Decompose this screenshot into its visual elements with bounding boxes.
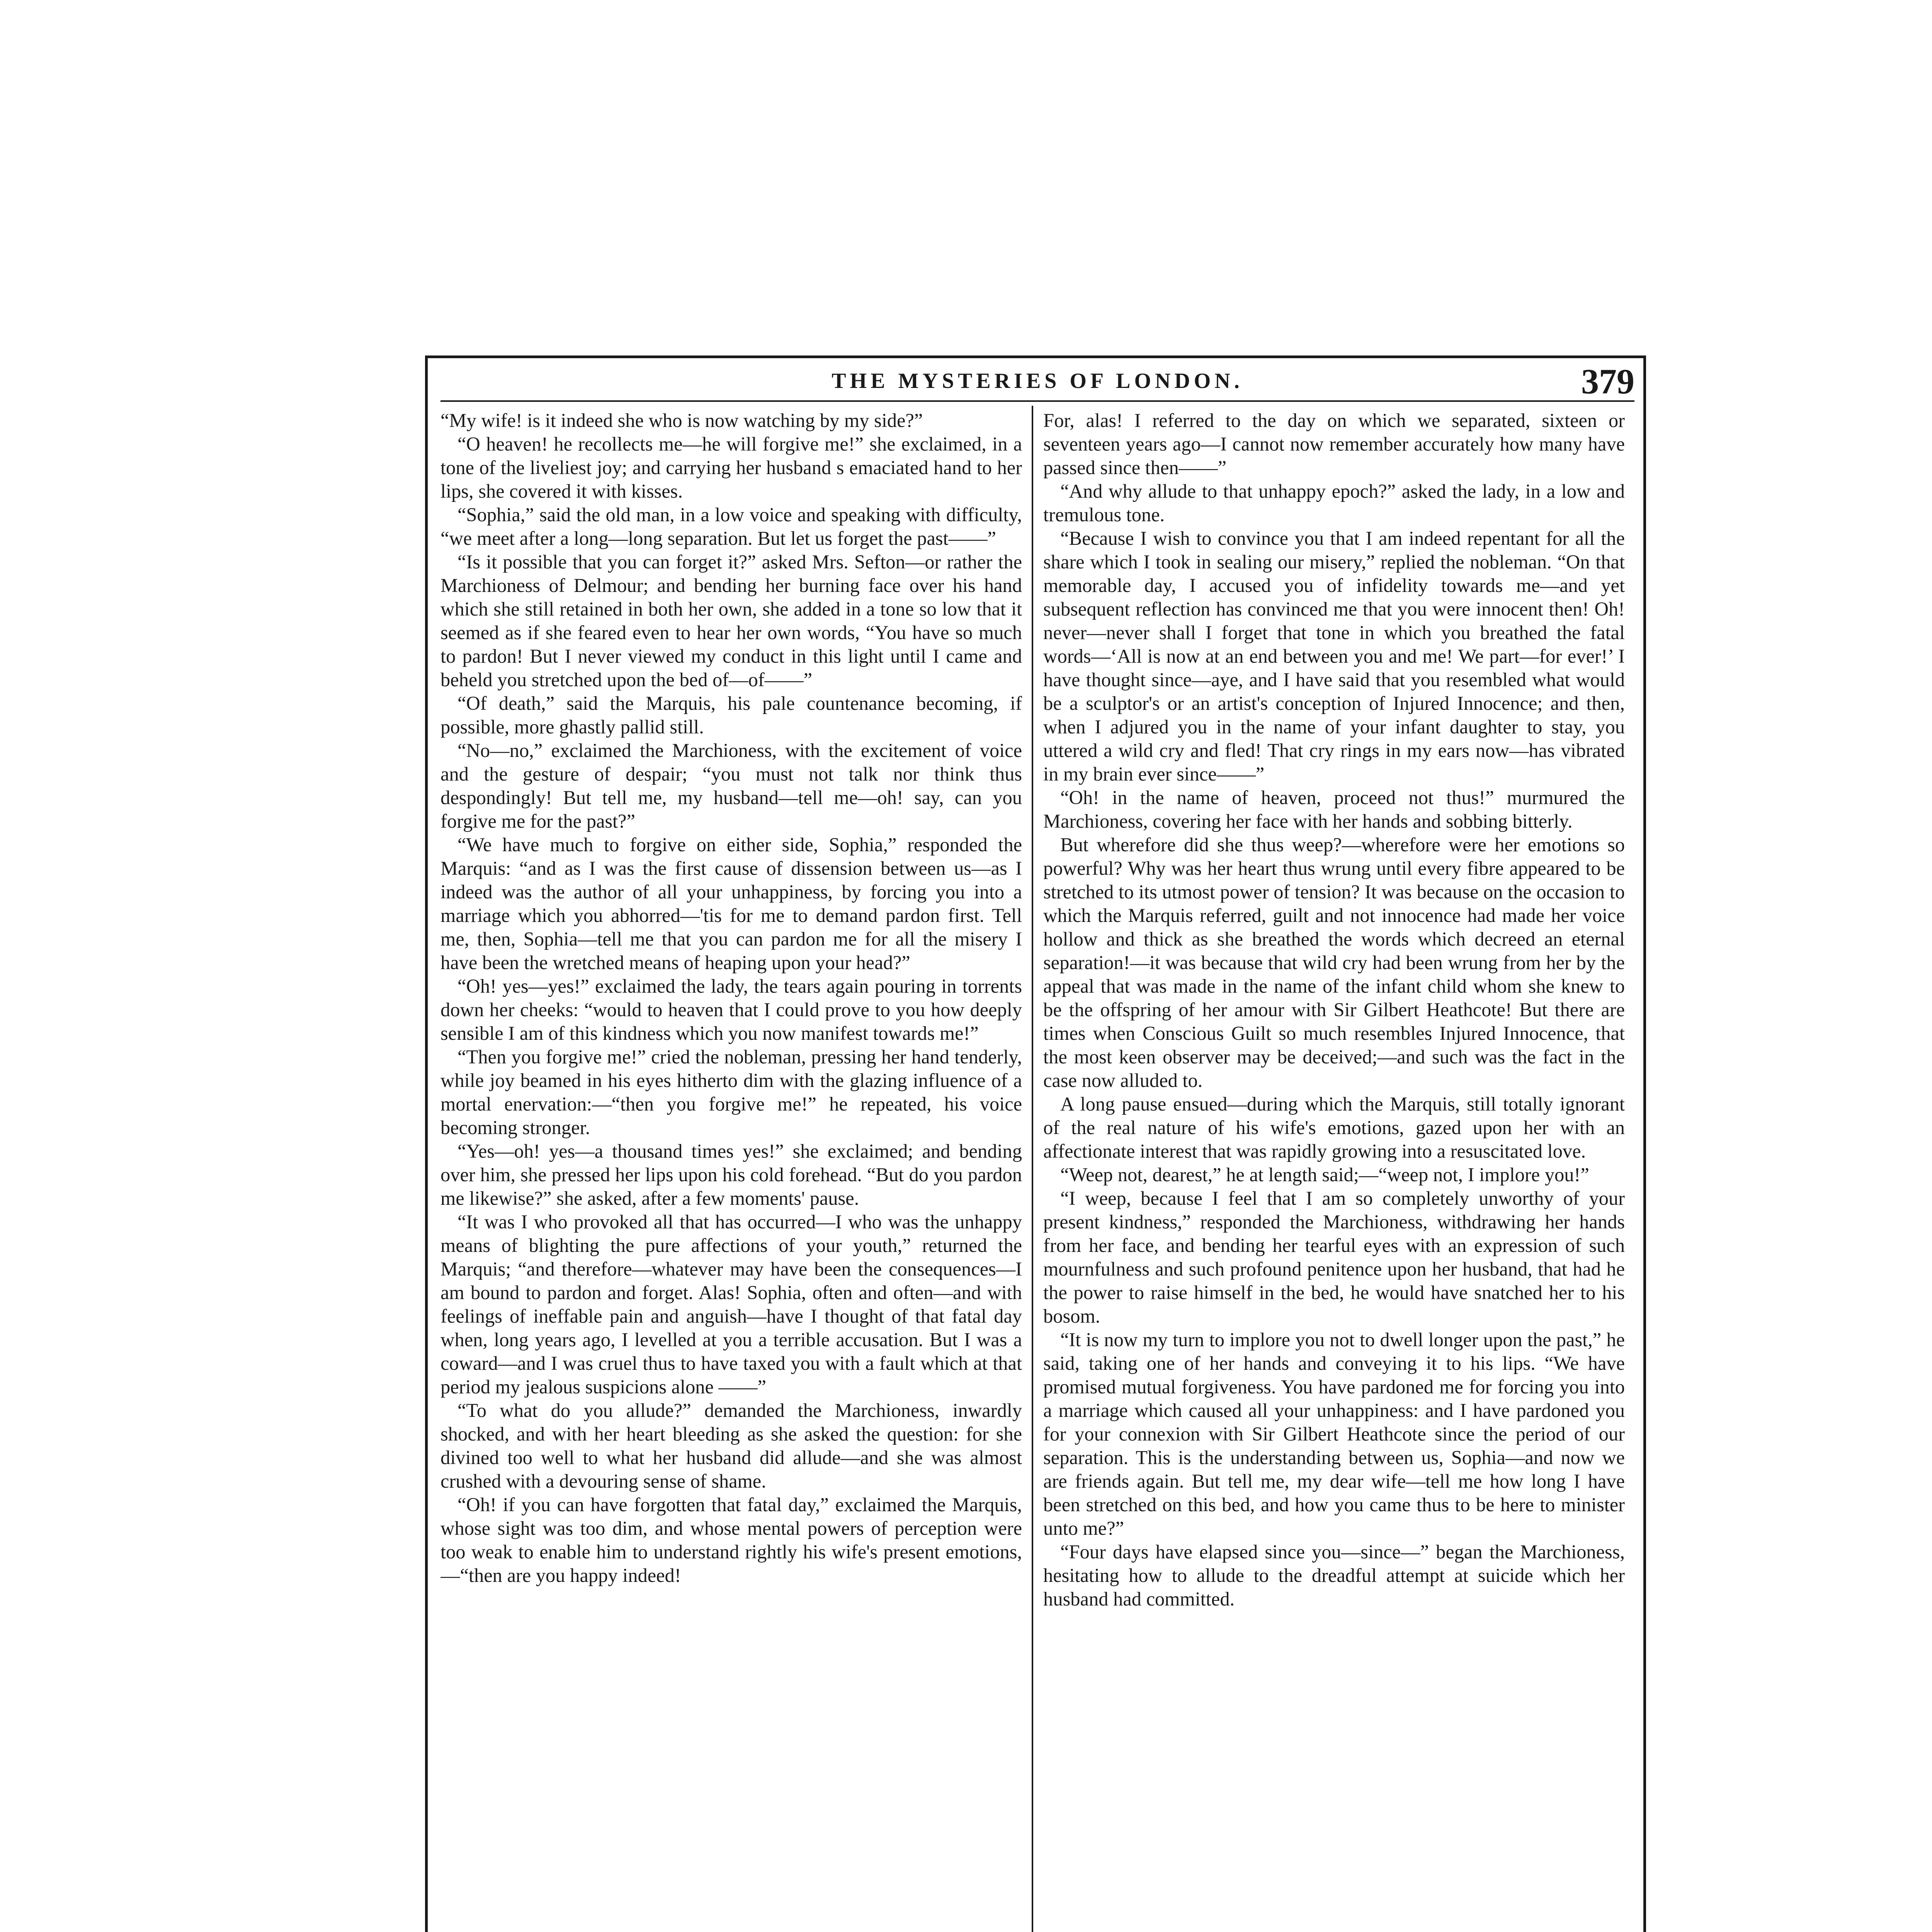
paragraph: “Of death,” said the Marquis, his pale countenance becoming, if possible, more ghastly pallid still.	[440, 692, 1022, 738]
paragraph: “Yes—oh! yes—a thousand times yes!” she exclaimed; and bending over him, she pressed her lips upon his cold forehead. “But do you pardon me likewise?” she asked, after a few moments' pause.	[440, 1140, 1022, 1209]
paragraph: “O heaven! he recollects me—he will forgive me!” she exclaimed, in a tone of the liveliest joy; and carrying her husband s emaciated hand to her lips, she covered it with kisses.	[440, 433, 1022, 502]
paragraph: “No—no,” exclaimed the Marchioness, with the excitement of voice and the gesture of despair; “you must not talk nor think thus despondingly! But tell me, my husband—tell me—oh! say, can you forgive me for the past?”	[440, 740, 1022, 832]
paragraph: “Sophia,” said the old man, in a low voice and speaking with difficulty, “we meet after a long—long separation. But let us forget the past——”	[440, 504, 1022, 549]
page-header	[440, 363, 1634, 402]
column-divider	[1032, 406, 1033, 1932]
paragraph: “Four days have elapsed since you—since—” began the Marchioness, hesitating how to allude to the dreadful attempt at suicide which her husband had committed.	[1043, 1541, 1625, 1610]
paragraph: For, alas! I referred to the day on which we separated, sixteen or seventeen years ago—I cannot now remember accurately how many have passed since then——”	[1043, 410, 1625, 478]
page-number: 379	[1581, 362, 1634, 401]
running-title: THE MYSTERIES OF LONDON.	[832, 369, 1243, 393]
right-column	[1043, 409, 1625, 1932]
paragraph: “I weep, because I feel that I am so completely unworthy of your present kindness,” responded the Marchioness, withdrawing her hands from her face, and bending her tearful eyes with an expression of such mournfulness and such profound penitence upon her husband, that had he the power to raise himself in the bed, he would have snatched her to his bosom.	[1043, 1187, 1625, 1327]
paragraph: “To what do you allude?” demanded the Marchioness, inwardly shocked, and with her heart bleeding as she asked the question: for she divined too well to what her husband did allude—and she was almost crushed with a devouring sense of shame.	[440, 1400, 1022, 1492]
paragraph: “My wife! is it indeed she who is now watching by my side?”	[440, 410, 923, 431]
paragraph: “Is it possible that you can forget it?” asked Mrs. Sefton—or rather the Marchioness of Delmour; and bending her burning face over his hand which she still retained in both her own, she added in a tone so low that it seemed as if she feared even to hear her own words, “You have so much to pardon! But I never viewed my conduct in this light until I came and beheld you stretched upon the bed of—of——”	[440, 551, 1022, 690]
paragraph: “Oh! in the name of heaven, proceed not thus!” murmured the Marchioness, covering her face with her hands and sobbing bitterly.	[1043, 787, 1625, 832]
left-column	[440, 409, 1022, 1932]
paragraph: A long pause ensued—during which the Marquis, still totally ignorant of the real nature of his wife's emotions, gazed upon her with an affectionate interest that was rapidly growing into a resuscitated love.	[1043, 1093, 1625, 1162]
paragraph: “Because I wish to convince you that I am indeed repentant for all the share which I took in sealing our misery,” replied the nobleman. “On that memorable day, I accused you of infidelity towards me—and yet subsequent reflection has convinced me that you were innocent then! Oh! never—never shall I forget that tone in which you breathed the fatal words—‘All is now at an end between you and me! We part—for ever!’ I have thought since—aye, and I have said that you resembled what would be a sculptor's or an artist's conception of Injured Innocence; and then, when I adjured you in the name of your infant daughter to stay, you uttered a wild cry and fled! That cry rings in my ears now—has vibrated in my brain ever since——”	[1043, 527, 1625, 785]
paragraph: “Weep not, dearest,” he at length said;—“weep not, I implore you!”	[1060, 1164, 1589, 1185]
paragraph: “Oh! if you can have forgotten that fatal day,” exclaimed the Marquis, whose sight was too dim, and whose mental powers of perception were too weak to enable him to understand rightly his wife's present emotions,—“then are you happy indeed!	[440, 1494, 1022, 1586]
paragraph: “We have much to forgive on either side, Sophia,” responded the Marquis: “and as I was the first cause of dissension between us—as I indeed was the author of all your unhappiness, by forcing you into a marriage which you abhorred—'tis for me to demand pardon first. Tell me, then, Sophia—tell me that you can pardon me for all the misery I have been the wretched means of heaping upon your head?”	[440, 834, 1022, 973]
paragraph: “Then you forgive me!” cried the nobleman, pressing her hand tenderly, while joy beamed in his eyes hitherto dim with the glazing influence of a mortal enervation:—“then you forgive me!” he repeated, his voice becoming stronger.	[440, 1046, 1022, 1138]
paragraph: “And why allude to that unhappy epoch?” asked the lady, in a low and tremulous tone.	[1043, 480, 1625, 526]
paragraph: “It is now my turn to implore you not to dwell longer upon the past,” he said, taking one of her hands and conveying it to his lips. “We have promised mutual forgiveness. You have pardoned me for forcing you into a marriage which caused all your unhappiness: and I have pardoned you for your connexion with Sir Gilbert Heathcote since the period of our separation. This is the understanding between us, Sophia—and now we are friends again. But tell me, my dear wife—tell me how long I have been stretched on this bed, and how you came thus to be here to minister unto me?”	[1043, 1329, 1625, 1539]
paragraph: “Oh! yes—yes!” exclaimed the lady, the tears again pouring in torrents down her cheeks: “would to heaven that I could prove to you how deeply sensible I am of this kindness which you now manifest towards me!”	[440, 975, 1022, 1044]
paragraph: But wherefore did she thus weep?—wherefore were her emotions so powerful? Why was her heart thus wrung until every fibre appeared to be stretched to its utmost power of tension? It was because on the occasion to which the Marquis referred, guilt and not innocence had made her voice hollow and thick as she breathed the words which decreed an eternal separation!—it was because that wild cry had been wrung from her by the appeal that was made in the name of the infant child whom she knew to be the offspring of her amour with Sir Gilbert Heathcote! But there are times when Conscious Guilt so much resembles Injured Innocence, that the most keen observer may be deceived;—and such was the fact in the case now alluded to.	[1043, 834, 1625, 1091]
paragraph: “It was I who provoked all that has occurred—I who was the unhappy means of blighting the pure affections of your youth,” returned the Marquis; “and therefore—whatever may have been the consequences—I am bound to pardon and forget. Alas! Sophia, often and often—and with feelings of ineffable pain and anguish—have I thought of that fatal day when, long years ago, I levelled at you a terrible accusation. But I was a coward—and I was cruel thus to have taxed you with a fault which at that period my jealous suspicions alone ——”	[440, 1211, 1022, 1398]
